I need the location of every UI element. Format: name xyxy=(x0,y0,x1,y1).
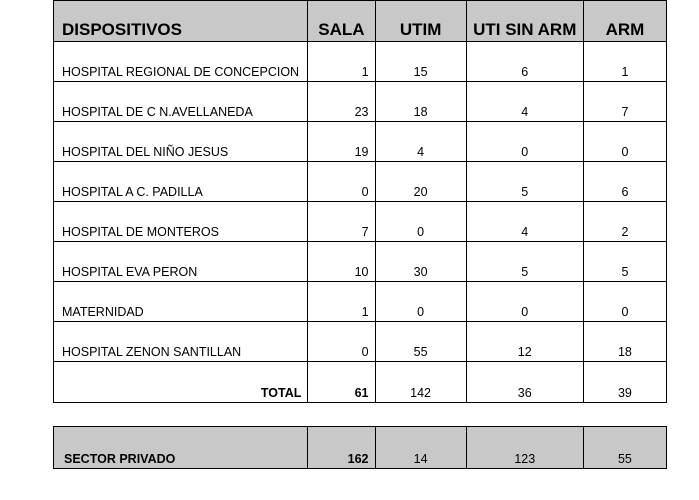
hospital-name: HOSPITAL A C. PADILLA xyxy=(54,162,308,202)
header-utim: UTIM xyxy=(375,1,466,42)
total-arm: 39 xyxy=(583,362,666,403)
private-utim: 14 xyxy=(375,427,466,469)
total-uti-sin-arm: 36 xyxy=(466,362,583,403)
hospital-name: HOSPITAL DE C N.AVELLANEDA xyxy=(54,82,308,122)
total-label: TOTAL xyxy=(54,362,308,403)
sala-value: 7 xyxy=(308,202,375,242)
table-row xyxy=(54,42,667,82)
arm-value: 18 xyxy=(583,322,666,362)
table-row xyxy=(54,82,667,122)
hospital-name: HOSPITAL REGIONAL DE CONCEPCION xyxy=(54,42,308,82)
utim-value: 0 xyxy=(375,282,466,322)
hospital-name: HOSPITAL ZENON SANTILLAN xyxy=(54,322,308,362)
arm-value: 7 xyxy=(583,82,666,122)
hospital-name: MATERNIDAD xyxy=(54,282,308,322)
arm-value: 0 xyxy=(583,122,666,162)
table-row xyxy=(54,202,667,242)
table-row xyxy=(54,122,667,162)
private-sala: 162 xyxy=(308,427,375,469)
utim-value: 18 xyxy=(375,82,466,122)
table-row xyxy=(54,282,667,322)
utim-value: 55 xyxy=(375,322,466,362)
uti-sin-arm-value: 0 xyxy=(466,122,583,162)
private-arm: 55 xyxy=(583,427,666,469)
sala-value: 1 xyxy=(308,282,375,322)
utim-value: 0 xyxy=(375,202,466,242)
hospital-name: HOSPITAL EVA PERON xyxy=(54,242,308,282)
utim-value: 30 xyxy=(375,242,466,282)
uti-sin-arm-value: 5 xyxy=(466,242,583,282)
hospital-name: HOSPITAL DEL NIÑO JESUS xyxy=(54,122,308,162)
utim-value: 4 xyxy=(375,122,466,162)
uti-sin-arm-value: 4 xyxy=(466,82,583,122)
sala-value: 0 xyxy=(308,322,375,362)
uti-sin-arm-value: 5 xyxy=(466,162,583,202)
header-dispositivos: DISPOSITIVOS xyxy=(54,1,308,42)
utim-value: 20 xyxy=(375,162,466,202)
arm-value: 1 xyxy=(583,42,666,82)
total-sala: 61 xyxy=(308,362,375,403)
sala-value: 19 xyxy=(308,122,375,162)
total-row xyxy=(54,362,667,403)
private-uti-sin-arm: 123 xyxy=(466,427,583,469)
sala-value: 10 xyxy=(308,242,375,282)
uti-sin-arm-value: 4 xyxy=(466,202,583,242)
hospital-beds-table xyxy=(53,0,667,403)
private-sector-label: SECTOR PRIVADO xyxy=(54,427,308,469)
arm-value: 0 xyxy=(583,282,666,322)
header-arm: ARM xyxy=(583,1,666,42)
utim-value: 15 xyxy=(375,42,466,82)
uti-sin-arm-value: 12 xyxy=(466,322,583,362)
arm-value: 2 xyxy=(583,202,666,242)
hospital-name: HOSPITAL DE MONTEROS xyxy=(54,202,308,242)
sala-value: 23 xyxy=(308,82,375,122)
table-row xyxy=(54,322,667,362)
private-sector-row xyxy=(54,427,667,469)
table-row xyxy=(54,162,667,202)
private-sector-table xyxy=(53,426,667,469)
uti-sin-arm-value: 0 xyxy=(466,282,583,322)
uti-sin-arm-value: 6 xyxy=(466,42,583,82)
header-sala: SALA xyxy=(308,1,375,42)
total-utim: 142 xyxy=(375,362,466,403)
arm-value: 5 xyxy=(583,242,666,282)
table-row xyxy=(54,242,667,282)
header-uti-sin-arm: UTI SIN ARM xyxy=(466,1,583,42)
sala-value: 0 xyxy=(308,162,375,202)
header-row xyxy=(54,1,667,42)
arm-value: 6 xyxy=(583,162,666,202)
sala-value: 1 xyxy=(308,42,375,82)
